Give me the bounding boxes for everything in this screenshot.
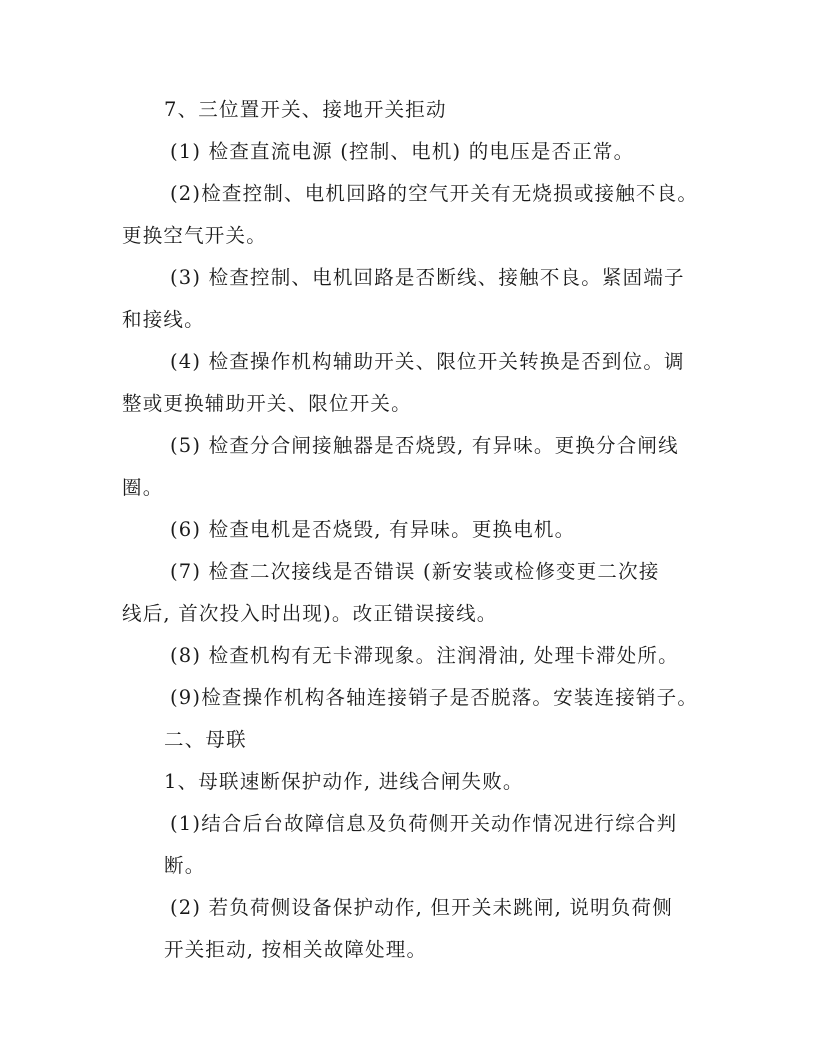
list-item-continuation: 整或更换辅助开关、限位开关。	[122, 392, 412, 415]
section-heading-three-position-switch: 7、三位置开关、接地开关拒动	[164, 98, 447, 121]
list-item-continuation: 圈。	[122, 476, 164, 499]
list-item: (2) 若负荷侧设备保护动作, 但开关未跳闸, 说明负荷侧	[170, 896, 673, 919]
list-item-continuation: 和接线。	[122, 308, 205, 331]
list-item: (4) 检查操作机构辅助开关、限位开关转换是否到位。调	[170, 350, 685, 373]
subsection-heading: 1、母联速断保护动作, 进线合闸失败。	[164, 770, 524, 793]
list-item: (1)结合后台故障信息及负荷侧开关动作情况进行综合判	[170, 812, 678, 835]
list-item: (6) 检查电机是否烧毁, 有异味。更换电机。	[170, 518, 576, 541]
list-item: (7) 检查二次接线是否错误 (新安装或检修变更二次接	[170, 560, 660, 583]
list-item: (2)检查控制、电机回路的空气开关有无烧损或接触不良。	[170, 182, 699, 205]
list-item-continuation: 断。	[164, 854, 206, 877]
list-item-continuation: 线后, 首次投入时出现)。改正错误接线。	[122, 602, 498, 625]
section-heading-bus-tie: 二、母联	[164, 728, 247, 751]
list-item: (5) 检查分合闸接触器是否烧毁, 有异味。更换分合闸线	[170, 434, 679, 457]
list-item-continuation: 开关拒动, 按相关故障处理。	[164, 938, 428, 961]
list-item-continuation: 更换空气开关。	[122, 224, 267, 247]
list-item: (1) 检查直流电源 (控制、电机) 的电压是否正常。	[170, 140, 635, 163]
list-item: (3) 检查控制、电机回路是否断线、接触不良。紧固端子	[170, 266, 685, 289]
list-item: (9)检查操作机构各轴连接销子是否脱落。安装连接销子。	[170, 686, 699, 709]
list-item: (8) 检查机构有无卡滞现象。注润滑油, 处理卡滞处所。	[170, 644, 679, 667]
